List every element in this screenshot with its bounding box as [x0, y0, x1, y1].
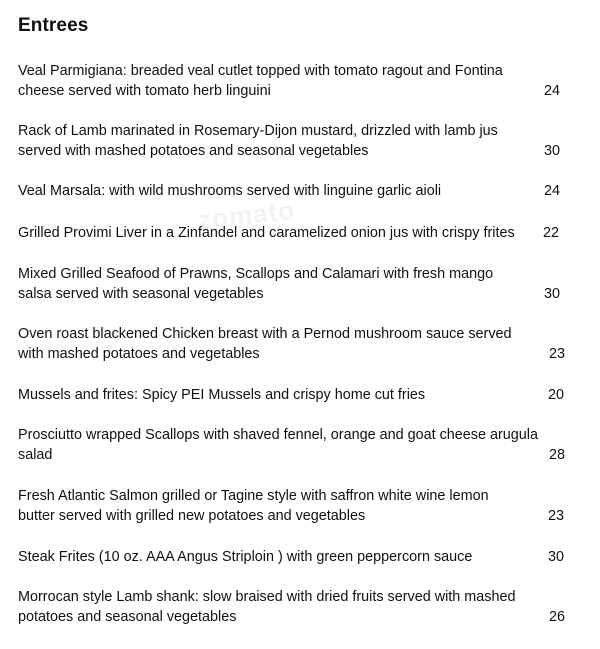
- item-description: Veal Parmigiana: breaded veal cutlet topped with tomato ragout and Fontina cheese served with tomato herb linguini: [18, 63, 503, 99]
- item-description: Mussels and frites: Spicy PEI Mussels and crispy home cut fries: [18, 387, 426, 403]
- item-description: Mixed Grilled Seafood of Prawns, Scallops and Calamari with fresh mango salsa served with seasonal vegetables: [18, 266, 494, 302]
- item-price: 20: [548, 387, 565, 403]
- item-price: 26: [549, 609, 566, 625]
- zomato-watermark: zomato: [196, 195, 297, 235]
- item-price: 30: [544, 286, 561, 302]
- item-price: 24: [544, 183, 561, 199]
- item-description: Prosciutto wrapped Scallops with shaved fennel, orange and goat cheese arugula salad: [18, 427, 539, 463]
- item-price: 23: [549, 346, 566, 362]
- item-price: 22: [543, 225, 560, 241]
- item-price: 30: [548, 549, 565, 565]
- menu-item: [18, 61, 578, 101]
- menu-item: [18, 547, 578, 567]
- item-description: Veal Marsala: with wild mushrooms served with linguine garlic aioli: [18, 183, 442, 199]
- section-title: Entrees: [18, 15, 89, 36]
- menu-item: [18, 486, 578, 526]
- item-price: 28: [549, 447, 566, 463]
- item-description: Oven roast blackened Chicken breast with a Pernod mushroom sauce served with mashed potatoes and vegetables: [18, 326, 512, 362]
- menu-item: [18, 121, 578, 161]
- item-price: 23: [548, 508, 565, 524]
- item-price: 24: [544, 83, 561, 99]
- item-description: Rack of Lamb marinated in Rosemary-Dijon mustard, drizzled with lamb jus served with mashed potatoes and seasonal vegetables: [18, 123, 498, 159]
- item-description: Morrocan style Lamb shank: slow braised with dried fruits served with mashed potatoes and seasonal vegetables: [18, 589, 516, 625]
- menu-item: [18, 181, 578, 201]
- menu-item: [18, 425, 578, 465]
- menu-item: [18, 223, 578, 243]
- item-description: Steak Frites (10 oz. AAA Angus Striploin ) with green peppercorn sauce: [18, 549, 473, 565]
- item-description: Grilled Provimi Liver in a Zinfandel and caramelized onion jus with crispy frites: [18, 225, 515, 241]
- menu-item: [18, 264, 578, 304]
- menu-item: [18, 324, 578, 364]
- menu-item: [18, 385, 578, 405]
- menu-item: [18, 587, 578, 627]
- item-price: 30: [544, 143, 561, 159]
- item-description: Fresh Atlantic Salmon grilled or Tagine style with saffron white wine lemon butter served with grilled new potatoes and vegetables: [18, 488, 489, 524]
